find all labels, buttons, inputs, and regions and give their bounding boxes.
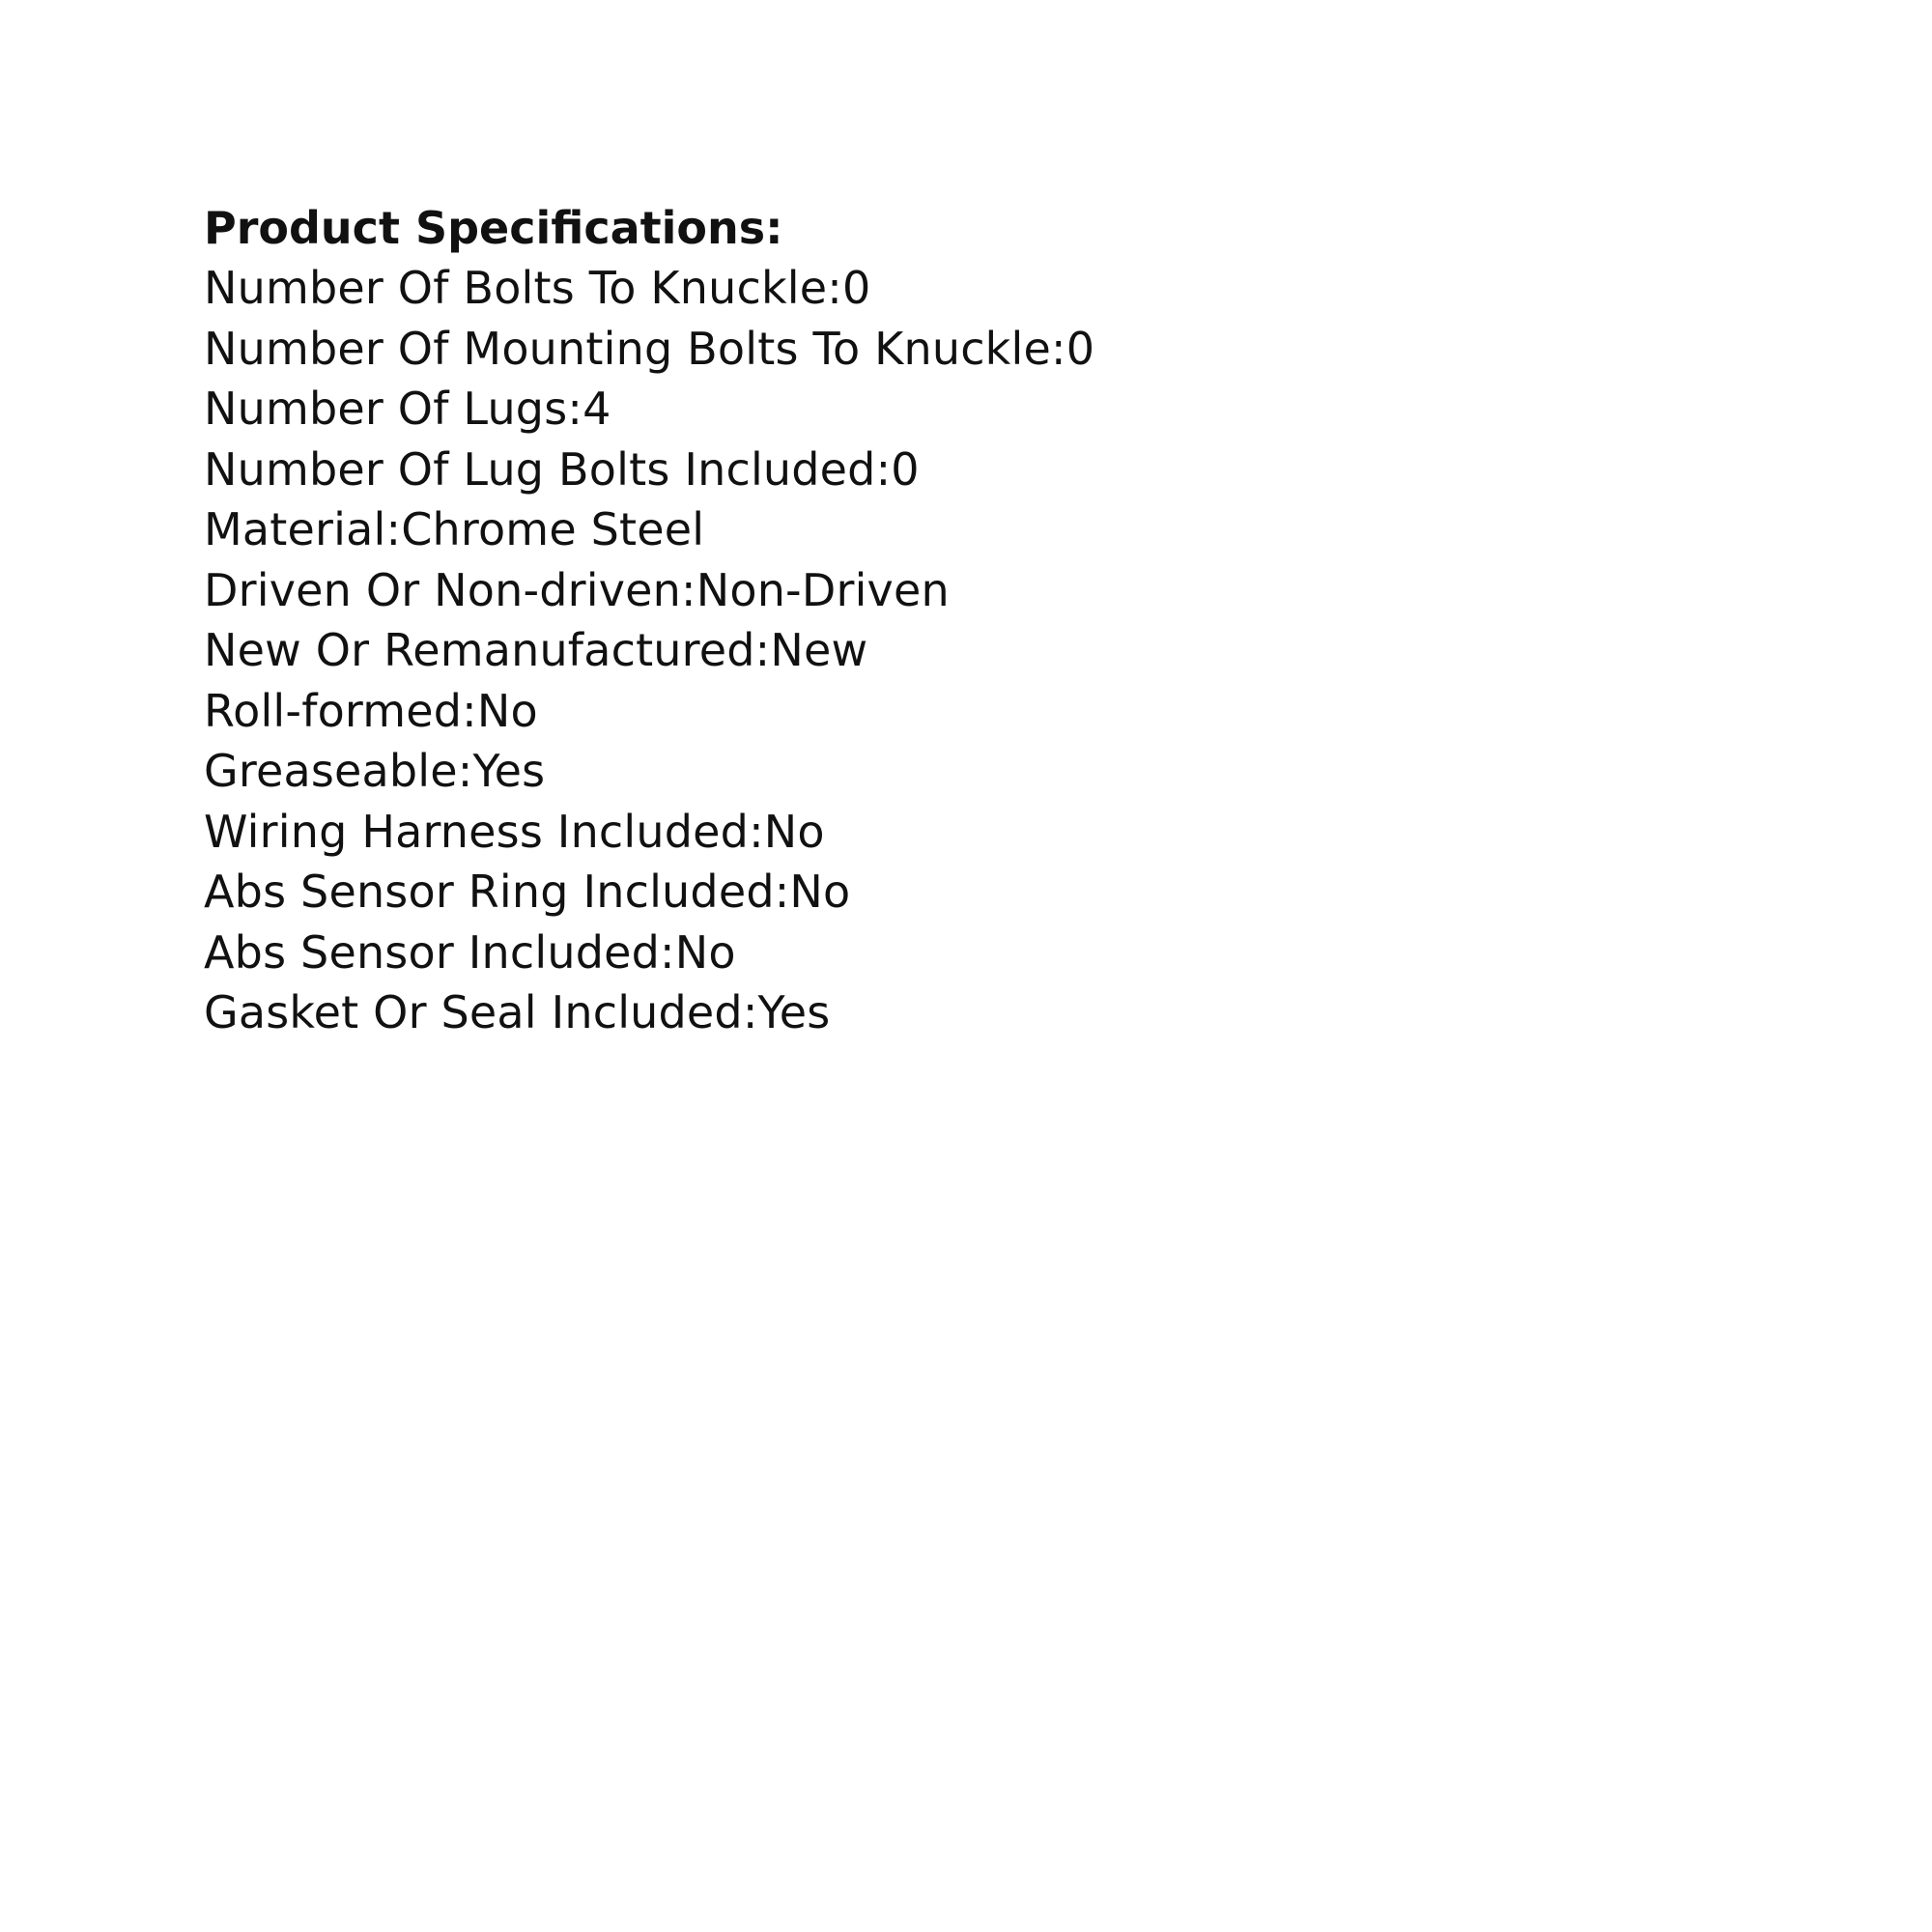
spec-value: No bbox=[789, 866, 851, 918]
spec-row: Wiring Harness Included:No bbox=[204, 805, 825, 858]
spec-value: No bbox=[674, 925, 736, 979]
spec-value: No bbox=[476, 684, 538, 737]
spec-value: Yes bbox=[757, 986, 831, 1038]
spec-heading: Product Specifications: bbox=[204, 202, 783, 254]
spec-label: Greaseable bbox=[204, 745, 458, 797]
spec-label: Number Of Bolts To Knuckle bbox=[204, 262, 828, 314]
spec-value: New bbox=[770, 624, 868, 676]
spec-row: Gasket Or Seal Included:Yes bbox=[204, 986, 831, 1038]
spec-value: 0 bbox=[1065, 322, 1095, 375]
spec-row: Abs Sensor Included:No bbox=[204, 925, 736, 979]
spec-value: Chrome Steel bbox=[401, 503, 705, 555]
spec-label: Wiring Harness Included bbox=[204, 805, 750, 858]
spec-label: Number Of Lugs bbox=[204, 383, 568, 435]
spec-row: Material:Chrome Steel bbox=[204, 503, 705, 555]
spec-row: Greaseable:Yes bbox=[204, 745, 546, 797]
product-specifications bbox=[204, 198, 1846, 1043]
spec-row: Number Of Mounting Bolts To Knuckle:0 bbox=[204, 322, 1095, 375]
spec-label: Abs Sensor Ring Included bbox=[204, 866, 775, 918]
spec-value: 4 bbox=[582, 383, 611, 435]
spec-value: Yes bbox=[472, 745, 546, 797]
spec-label: Gasket Or Seal Included bbox=[204, 986, 743, 1038]
spec-label: Number Of Lug Bolts Included bbox=[204, 442, 876, 496]
spec-row: New Or Remanufactured:New bbox=[204, 624, 868, 676]
spec-value: 0 bbox=[841, 262, 871, 314]
spec-row: Abs Sensor Ring Included:No bbox=[204, 866, 851, 918]
spec-label: Material bbox=[204, 503, 386, 555]
spec-row: Driven Or Non-driven:Non-Driven bbox=[204, 563, 950, 616]
spec-list bbox=[204, 258, 1846, 1043]
spec-row: Number Of Bolts To Knuckle:0 bbox=[204, 262, 871, 314]
spec-value: Non-Driven bbox=[696, 563, 950, 616]
spec-label: Roll-formed bbox=[204, 684, 463, 737]
spec-row: Number Of Lugs:4 bbox=[204, 383, 611, 435]
spec-label: Abs Sensor Included bbox=[204, 925, 660, 979]
spec-row: Number Of Lug Bolts Included:0 bbox=[204, 442, 920, 496]
spec-row: Roll-formed:No bbox=[204, 684, 538, 737]
spec-label: Number Of Mounting Bolts To Knuckle bbox=[204, 322, 1052, 375]
spec-value: 0 bbox=[891, 442, 920, 496]
spec-label: Driven Or Non-driven bbox=[204, 563, 682, 616]
spec-value: No bbox=[763, 805, 825, 858]
spec-label: New Or Remanufactured bbox=[204, 624, 755, 676]
